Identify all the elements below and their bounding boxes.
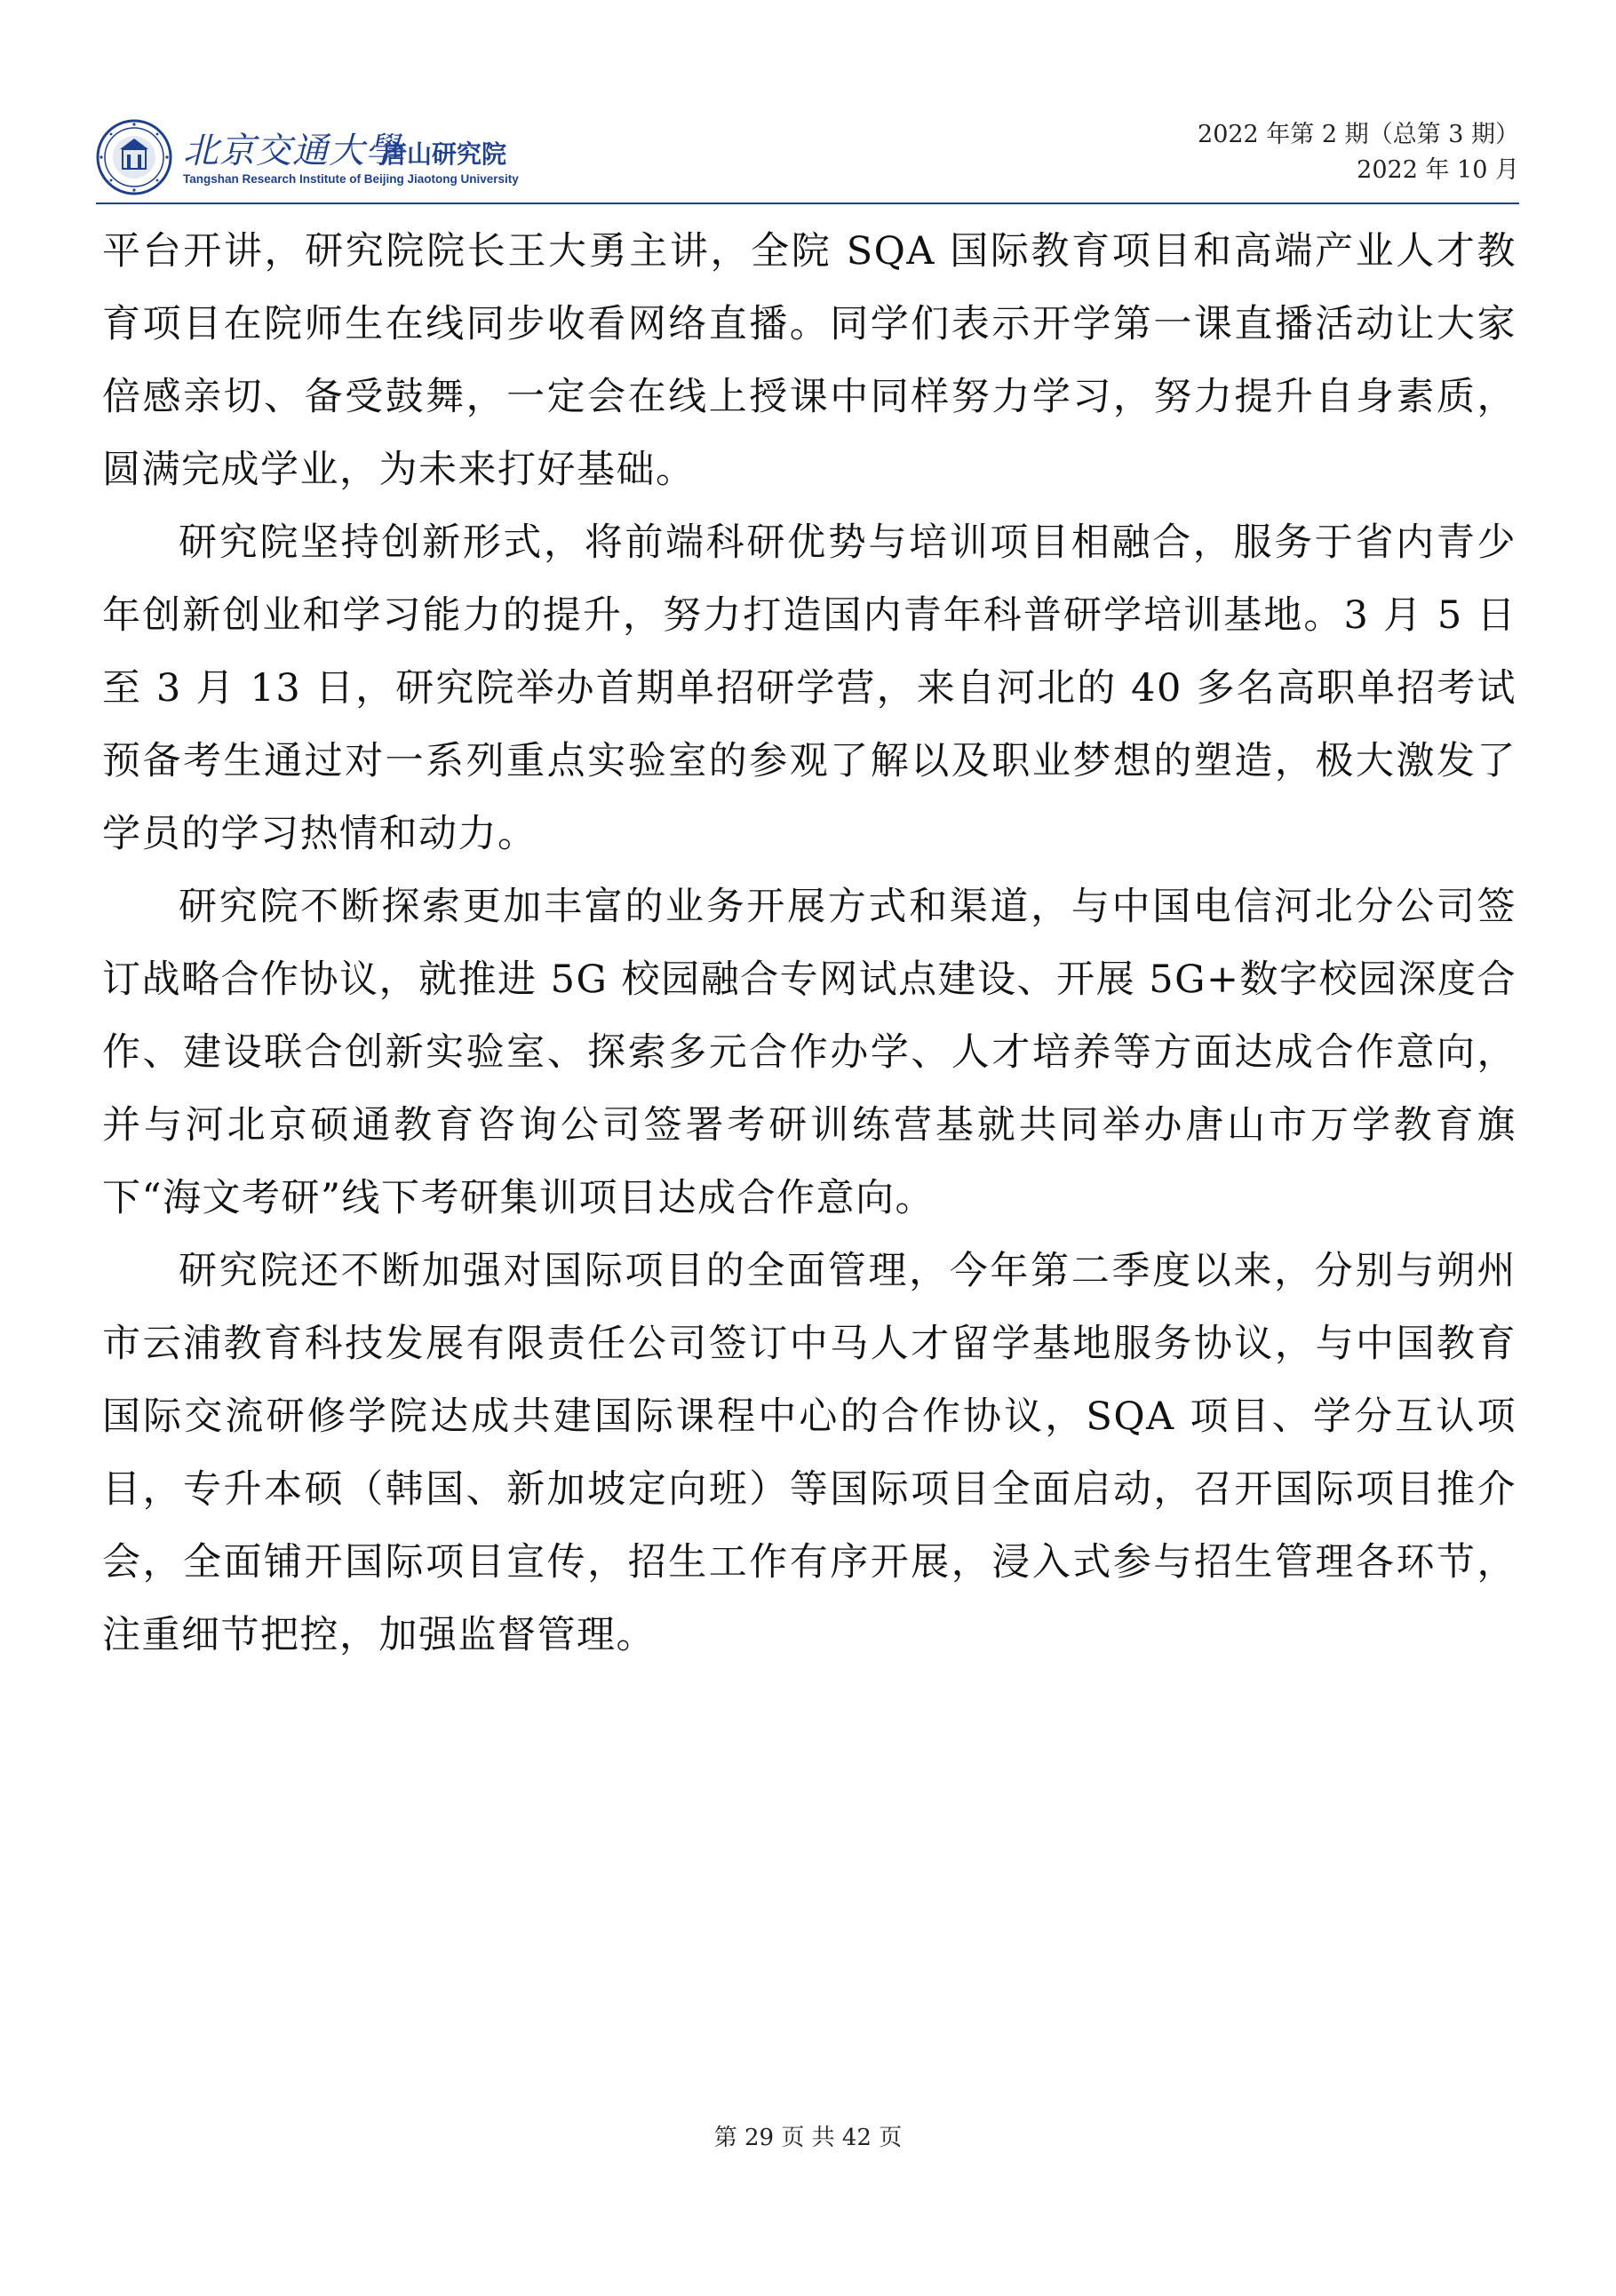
institute-english-name: Tangshan Research Institute of Beijing Jiaotong University — [183, 172, 519, 186]
paragraph: 研究院还不断加强对国际项目的全面管理，今年第二季度以来，分别与朔州市云浦教育科技发展有限责任公司签订中马人才留学基地服务协议，与中国教育国际交流研修学院达成共建国际课程中心的合作协议，SQA 项目、学分互认项目，专升本硕（韩国、新加坡定向班）等国际项目全面启动，召开国际项目推介会，全面铺开国际项目宣传，招生工作有序开展，浸入式参与招生管理各环节，注重细节把控，加强监督管理。 — [102, 1249, 1516, 1657]
university-seal-icon — [96, 119, 172, 195]
page-header — [96, 114, 1519, 203]
header-divider — [96, 203, 1519, 204]
issue-number: 2022 年第 2 期（总第 3 期） — [1198, 121, 1519, 148]
paragraph: 平台开讲，研究院院长王大勇主讲，全院 SQA 国际教育项目和高端产业人才教育项目在院师生在线同步收看网络直播。同学们表示开学第一课直播活动让大家倍感亲切、备受鼓舞，一定会在线上授课中同样努力学习，努力提升自身素质，圆满完成学业，为未来打好基础。 — [102, 229, 1516, 492]
institute-logo — [96, 119, 593, 199]
institute-name: 唐山研究院 — [382, 139, 507, 169]
page-number: 第 29 页 共 42 页 — [713, 2125, 903, 2151]
university-name-calligraphy: 北京交通大學 — [183, 131, 402, 171]
paragraph: 研究院坚持创新形式，将前端科研优势与培训项目相融合，服务于省内青少年创新创业和学习能力的提升，努力打造国内青年科普研学培训基地。3 月 5 日至 3 月 13 日，研究院举办首期单招研学营，来自河北的 40 多名高职单招考试预备考生通过对一系列重点实验室的参观了解以及职业梦想的塑造，极大激发了学员的学习热情和动力。 — [102, 520, 1516, 856]
article-body — [102, 215, 1516, 1672]
paragraph: 研究院不断探索更加丰富的业务开展方式和渠道，与中国电信河北分公司签订战略合作协议，就推进 5G 校园融合专网试点建设、开展 5G+数字校园深度合作、建设联合创新实验室、探索多元合作办学、人才培养等方面达成合作意向，并与河北京硕通教育咨询公司签署考研训练营基就共同举办唐山市万学教育旗下“海文考研”线下考研集训项目达成合作意向。 — [102, 885, 1516, 1220]
issue-info — [1198, 117, 1519, 188]
issue-date: 2022 年 10 月 — [1357, 156, 1519, 184]
